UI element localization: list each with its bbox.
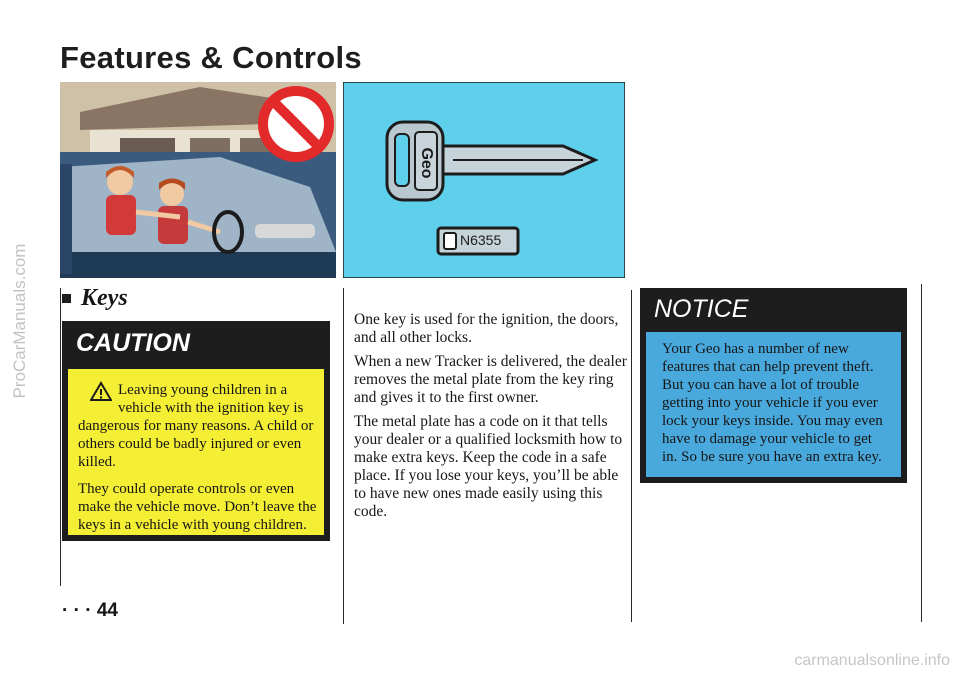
- caution-paragraph-1-text: Leaving young children in a vehicle with the ignition key is dangerous for many reasons. A child or others could be badly injured or even killed.: [78, 382, 314, 470]
- warning-triangle-icon: [90, 381, 112, 401]
- side-watermark: ProCarManuals.com: [10, 243, 29, 399]
- body-paragraph-2: When a new Tracker is delivered, the dealer removes the metal plate from the key ring and gives it to the first owner.: [354, 353, 627, 406]
- caution-box: [62, 321, 330, 541]
- key-tag-code: N6355: [460, 232, 502, 248]
- notice-panel: [646, 332, 901, 477]
- column-divider-right-a: [631, 290, 632, 622]
- page-title: Features & Controls: [60, 40, 362, 75]
- notice-text: Your Geo has a number of new features that can help prevent theft. But you can have a lot of trouble getting into your vehicle if you ever lock your keys inside. You may even have to damage your vehicle to get in. So be sure you have an extra key.: [662, 341, 883, 465]
- children-in-car-illustration: [60, 82, 336, 278]
- column-divider-middle: [343, 288, 344, 624]
- caution-title: CAUTION: [76, 329, 190, 357]
- caution-paragraph-1: [78, 381, 318, 471]
- column-divider-left: [60, 288, 61, 586]
- body-paragraph-1: One key is used for the ignition, the doors, and all other locks.: [354, 311, 619, 346]
- caution-paragraph-2: They could operate controls or even make the vehicle move. Don’t leave the keys in a vehicle with young children.: [78, 481, 317, 533]
- caution-text: [78, 381, 318, 543]
- key-brand-text: Geo: [418, 147, 435, 179]
- bottom-watermark: carmanualsonline.info: [794, 652, 950, 669]
- body-text-column: [354, 311, 630, 527]
- key-illustration: [343, 82, 625, 278]
- page-number: · · · 44: [62, 600, 118, 621]
- notice-box: [640, 288, 907, 483]
- column-divider-right-b: [921, 284, 922, 622]
- caution-panel: [68, 369, 324, 535]
- heading-bullet: [62, 294, 71, 303]
- notice-title: NOTICE: [654, 295, 749, 323]
- section-heading: [62, 285, 128, 312]
- section-heading-text: Keys: [81, 285, 128, 311]
- body-paragraph-3: The metal plate has a code on it that tells your dealer or a qualified locksmith how to make extra keys. Keep the code in a safe place. If you lose your keys, you’ll be able to have new ones made easily using this code.: [354, 413, 623, 520]
